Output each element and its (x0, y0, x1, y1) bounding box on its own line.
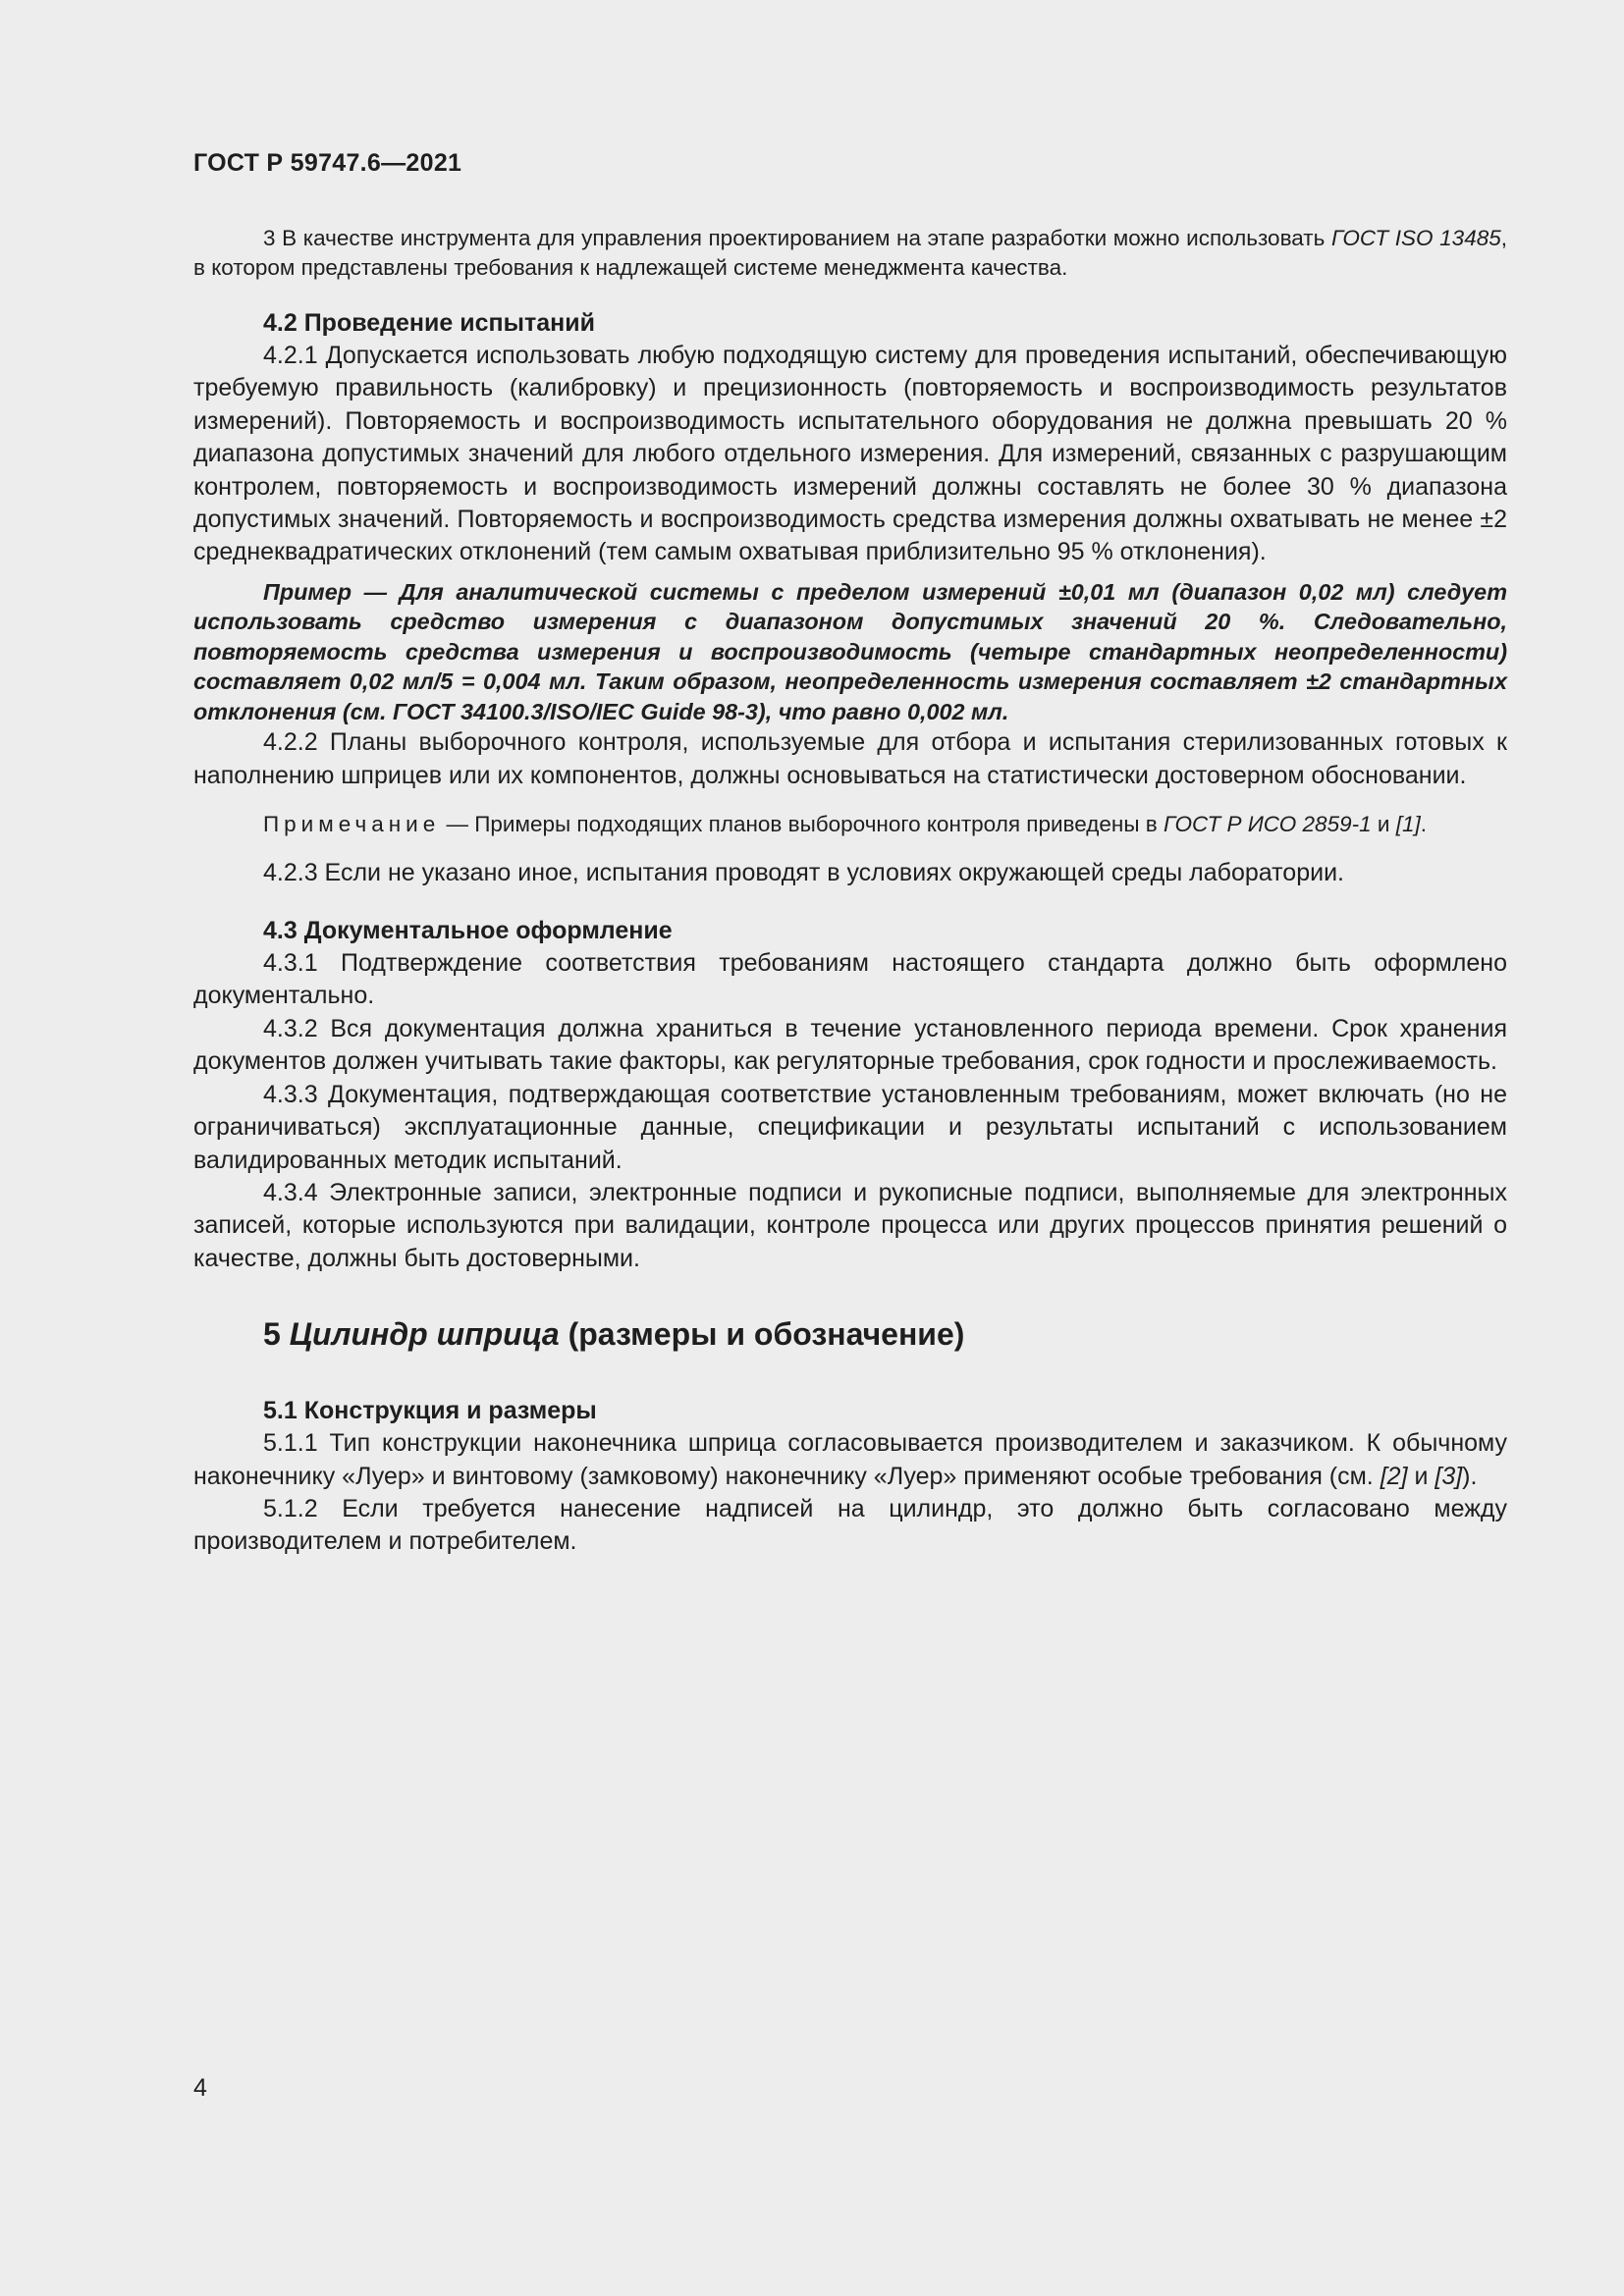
section-4-3-heading: 4.3 Документальное оформление (263, 917, 673, 945)
example-block: Пример — Для аналитической системы с пределом измерений ±0,01 мл (диапазон 0,02 мл) следует использовать средство измерения с диапазоном допустимых значений 20 %. Следовательно, повторяемость средства измерения и воспроизводимость (четыре стандартных неопределенности) составляет 0,02 мл/5 = 0,004 мл. Таким образом, неопределенность измерения составляет ±2 стандартных отклонения (см. ГОСТ 34100.3/ISO/IEC Guide 98-3), что равно 0,002 мл. (193, 578, 1507, 724)
page-number: 4 (193, 2074, 207, 2102)
paragraph-5-1-1-and: и (1407, 1462, 1435, 1490)
note-dash: — (440, 812, 475, 837)
paragraph-5-1-1 (193, 1427, 1507, 1493)
note-label: Примечание (263, 812, 441, 837)
note-3 (193, 224, 1507, 282)
note-and: и (1371, 812, 1396, 837)
note-3-text-a: 3 В качестве инструмента для управления проектированием на этапе разработки можно использовать (263, 226, 1331, 250)
section-4-2-heading: 4.2 Проведение испытаний (263, 309, 595, 337)
note-end: . (1420, 812, 1427, 837)
paragraph-4-3-3: 4.3.3 Документация, подтверждающая соответствие установленным требованиям, может включать (но не ограничиваться) эксплуатационные данные, спецификации и результаты испытаний с использованием валидированных методик испытаний. (193, 1080, 1507, 1174)
note-text: Примеры подходящих планов выборочного контроля приведены в (474, 812, 1164, 837)
paragraph-5-1-2: 5.1.2 Если требуется нанесение надписей на цилиндр, это должно быть согласовано между производителем и потребителем. (193, 1494, 1507, 1556)
paragraph-5-1-1-text: 5.1.1 Тип конструкции наконечника шприца согласовывается производителем и заказчиком. К обычному наконечнику «Луер» и винтовому (замковому) наконечнику «Луер» применяют особые требования (см. (193, 1429, 1507, 1490)
section-5-title-italic: Цилиндр шприца (289, 1316, 560, 1353)
paragraph-4-2-3: 4.2.3 Если не указано иное, испытания проводят в условиях окружающей среды лаборатории. (263, 858, 1344, 886)
paragraph-4-3-1: 4.3.1 Подтверждение соответствия требованиям настоящего стандарта должно быть оформлено документально. (193, 949, 1507, 1010)
note-sampling-plans (193, 810, 1507, 839)
reference-3: [3] (1435, 1462, 1463, 1490)
paragraph-4-3-2: 4.3.2 Вся документация должна храниться в течение установленного периода времени. Срок хранения документов должен учитывать такие факторы, как регуляторные требования, срок годности и прослеживаемость. (193, 1014, 1507, 1076)
section-5-title-rest: (размеры и обозначение) (559, 1316, 965, 1353)
page-content (193, 224, 1507, 1559)
reference-2: [2] (1380, 1462, 1408, 1490)
section-5-1-heading: 5.1 Конструкция и размеры (263, 1397, 597, 1425)
document-code-header: ГОСТ Р 59747.6—2021 (193, 149, 462, 177)
section-5-number: 5 (263, 1316, 290, 1353)
note-3-text-b: , в котором представлены требования к надлежащей системе менеджмента качества. (193, 226, 1507, 280)
paragraph-4-2-2: 4.2.2 Планы выборочного контроля, используемые для отбора и испытания стерилизованных готовых к наполнению шприцев или их компонентов, должны основываться на статистически достоверном обосновании. (193, 728, 1507, 789)
paragraph-5-1-1-end: ). (1462, 1462, 1478, 1490)
note-3-reference: ГОСТ ISO 13485 (1330, 226, 1501, 250)
section-5-heading (193, 1314, 1507, 1354)
paragraph-4-2-1: 4.2.1 Допускается использовать любую подходящую систему для проведения испытаний, обеспечивающую требуемую правильность (калибровку) и прецизионность (повторяемость и воспроизводимость результатов измерений). Повторяемость и воспроизводимость испытательного оборудования не должна превышать 20 % диапазона допустимых значений для любого отдельного измерения. Для измерений, связанных с разрушающим контролем, повторяемость и воспроизводимость измерений должны составлять не более 30 % диапазона допустимых значений. Повторяемость и воспроизводимость средства измерения должны охватывать не менее ±2 среднеквадратических отклонений (тем самым охватывая приблизительно 95 % отклонения). (193, 342, 1507, 566)
note-reference-1: [1] (1395, 812, 1421, 837)
note-reference-gost: ГОСТ Р ИСО 2859-1 (1163, 812, 1372, 837)
paragraph-4-3-4: 4.3.4 Электронные записи, электронные подписи и рукописные подписи, выполняемые для электронных записей, которые используются при валидации, контроле процесса или других процессов принятия решений о качестве, должны быть достоверными. (193, 1178, 1507, 1272)
